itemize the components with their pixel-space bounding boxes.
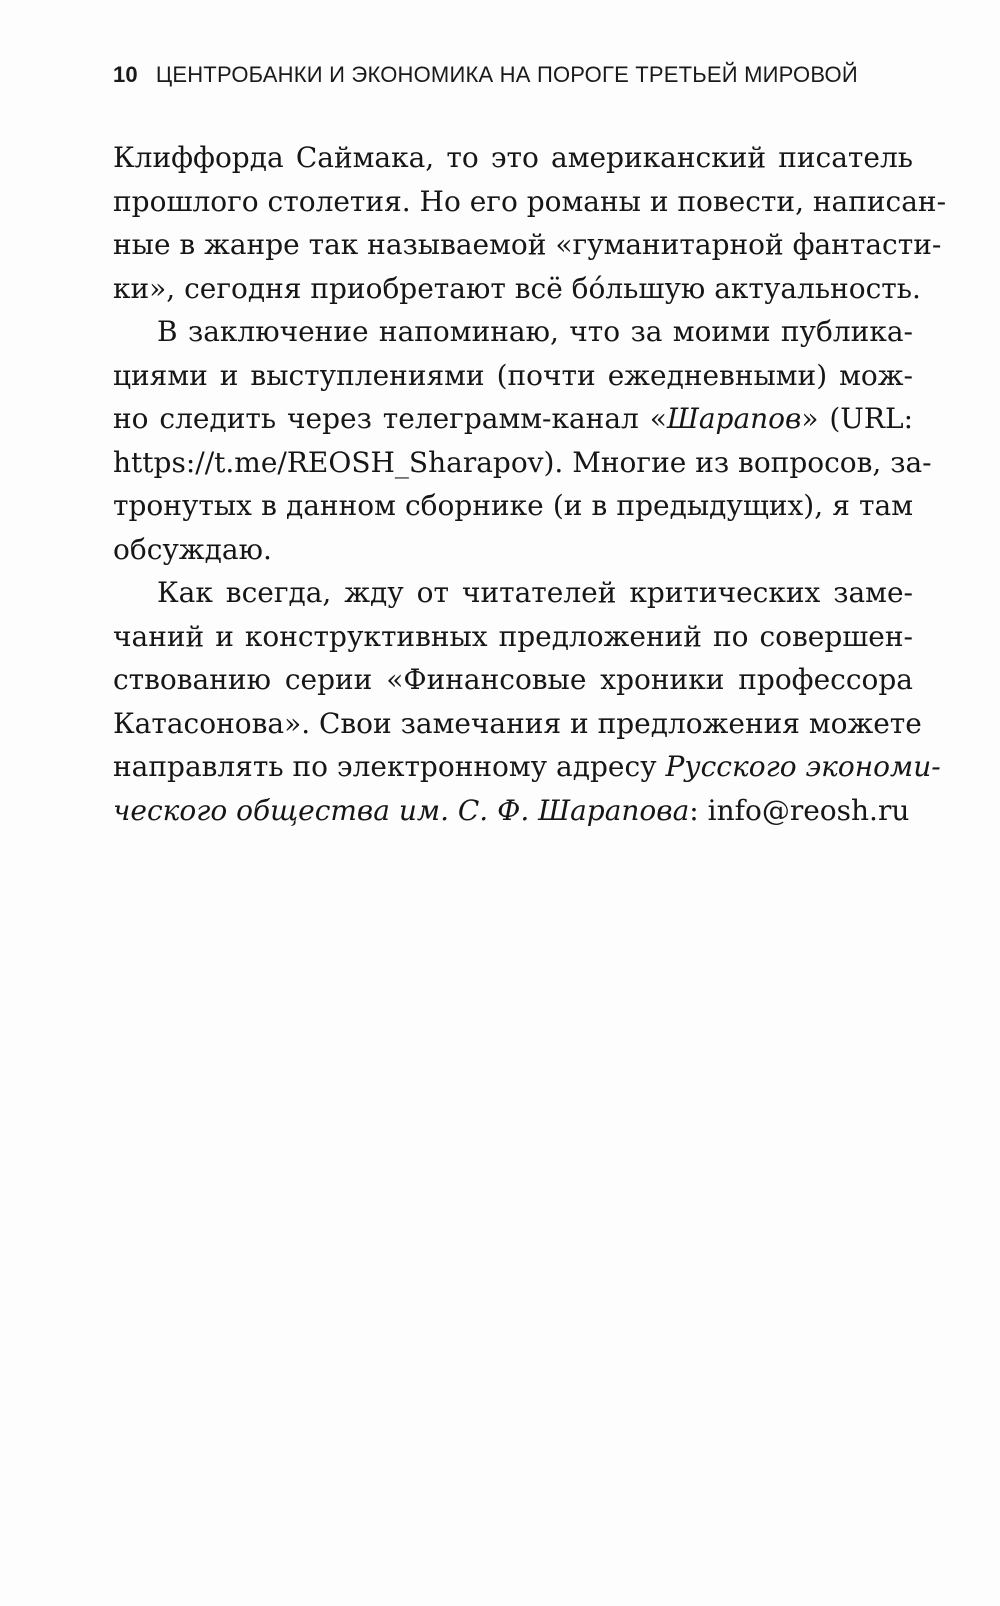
text-line: ные в жанре так называемой «гуманитарной фантасти-: [113, 228, 942, 261]
text-run: » (URL:: [801, 402, 913, 435]
telegram-url-line: https://t.me/REOSH_Sharapov). Многие из вопросов, за-: [113, 445, 932, 479]
text-run: но следить через телеграмм-канал «: [113, 402, 667, 435]
text-line: тронутых в данном сборнике (и в предыдущих), я там: [113, 489, 913, 522]
text-line: ствованию серии «Финансовые хроники профессора: [113, 663, 913, 696]
text-line: Клиффорда Саймака, то это американский писатель: [113, 141, 913, 174]
text-line: Катасонова». Свои замечания и предложения можете: [113, 706, 922, 740]
paragraph-3: [113, 571, 941, 832]
email-address: : info@reosh.ru: [689, 793, 910, 827]
text-line: чаний и конструктивных предложений по совершен-: [113, 619, 913, 653]
paragraph-1: [113, 136, 947, 310]
text-run: направлять по электронному адресу: [113, 750, 666, 783]
society-name: ческого общества им. С. Ф. Шарапова: [113, 793, 690, 827]
society-name: Русского экономи-: [665, 750, 941, 783]
telegram-channel-name: Шарапов: [666, 402, 802, 435]
running-head: [113, 62, 858, 88]
running-title: ЦЕНТРОБАНКИ И ЭКОНОМИКА НА ПОРОГЕ ТРЕТЬЕЙ МИРОВОЙ: [155, 62, 858, 87]
page-number: 10: [113, 62, 138, 87]
text-line: ки», сегодня приобретают всё бóльшую актуальность.: [113, 271, 921, 305]
text-line: [113, 745, 941, 789]
text-line: [113, 397, 913, 441]
text-line: [113, 789, 913, 833]
body-text: [113, 136, 947, 832]
text-line: циями и выступлениями (почти ежедневными) мож-: [113, 358, 913, 392]
text-line: прошлого столетия. Но его романы и повести, написан-: [113, 184, 947, 218]
text-line: Как всегда, жду от читателей критических заме-: [157, 576, 913, 609]
text-line: В заключение напоминаю, что за моими публика-: [157, 315, 913, 348]
text-line: обсуждаю.: [113, 532, 272, 566]
paragraph-2: [113, 310, 932, 571]
